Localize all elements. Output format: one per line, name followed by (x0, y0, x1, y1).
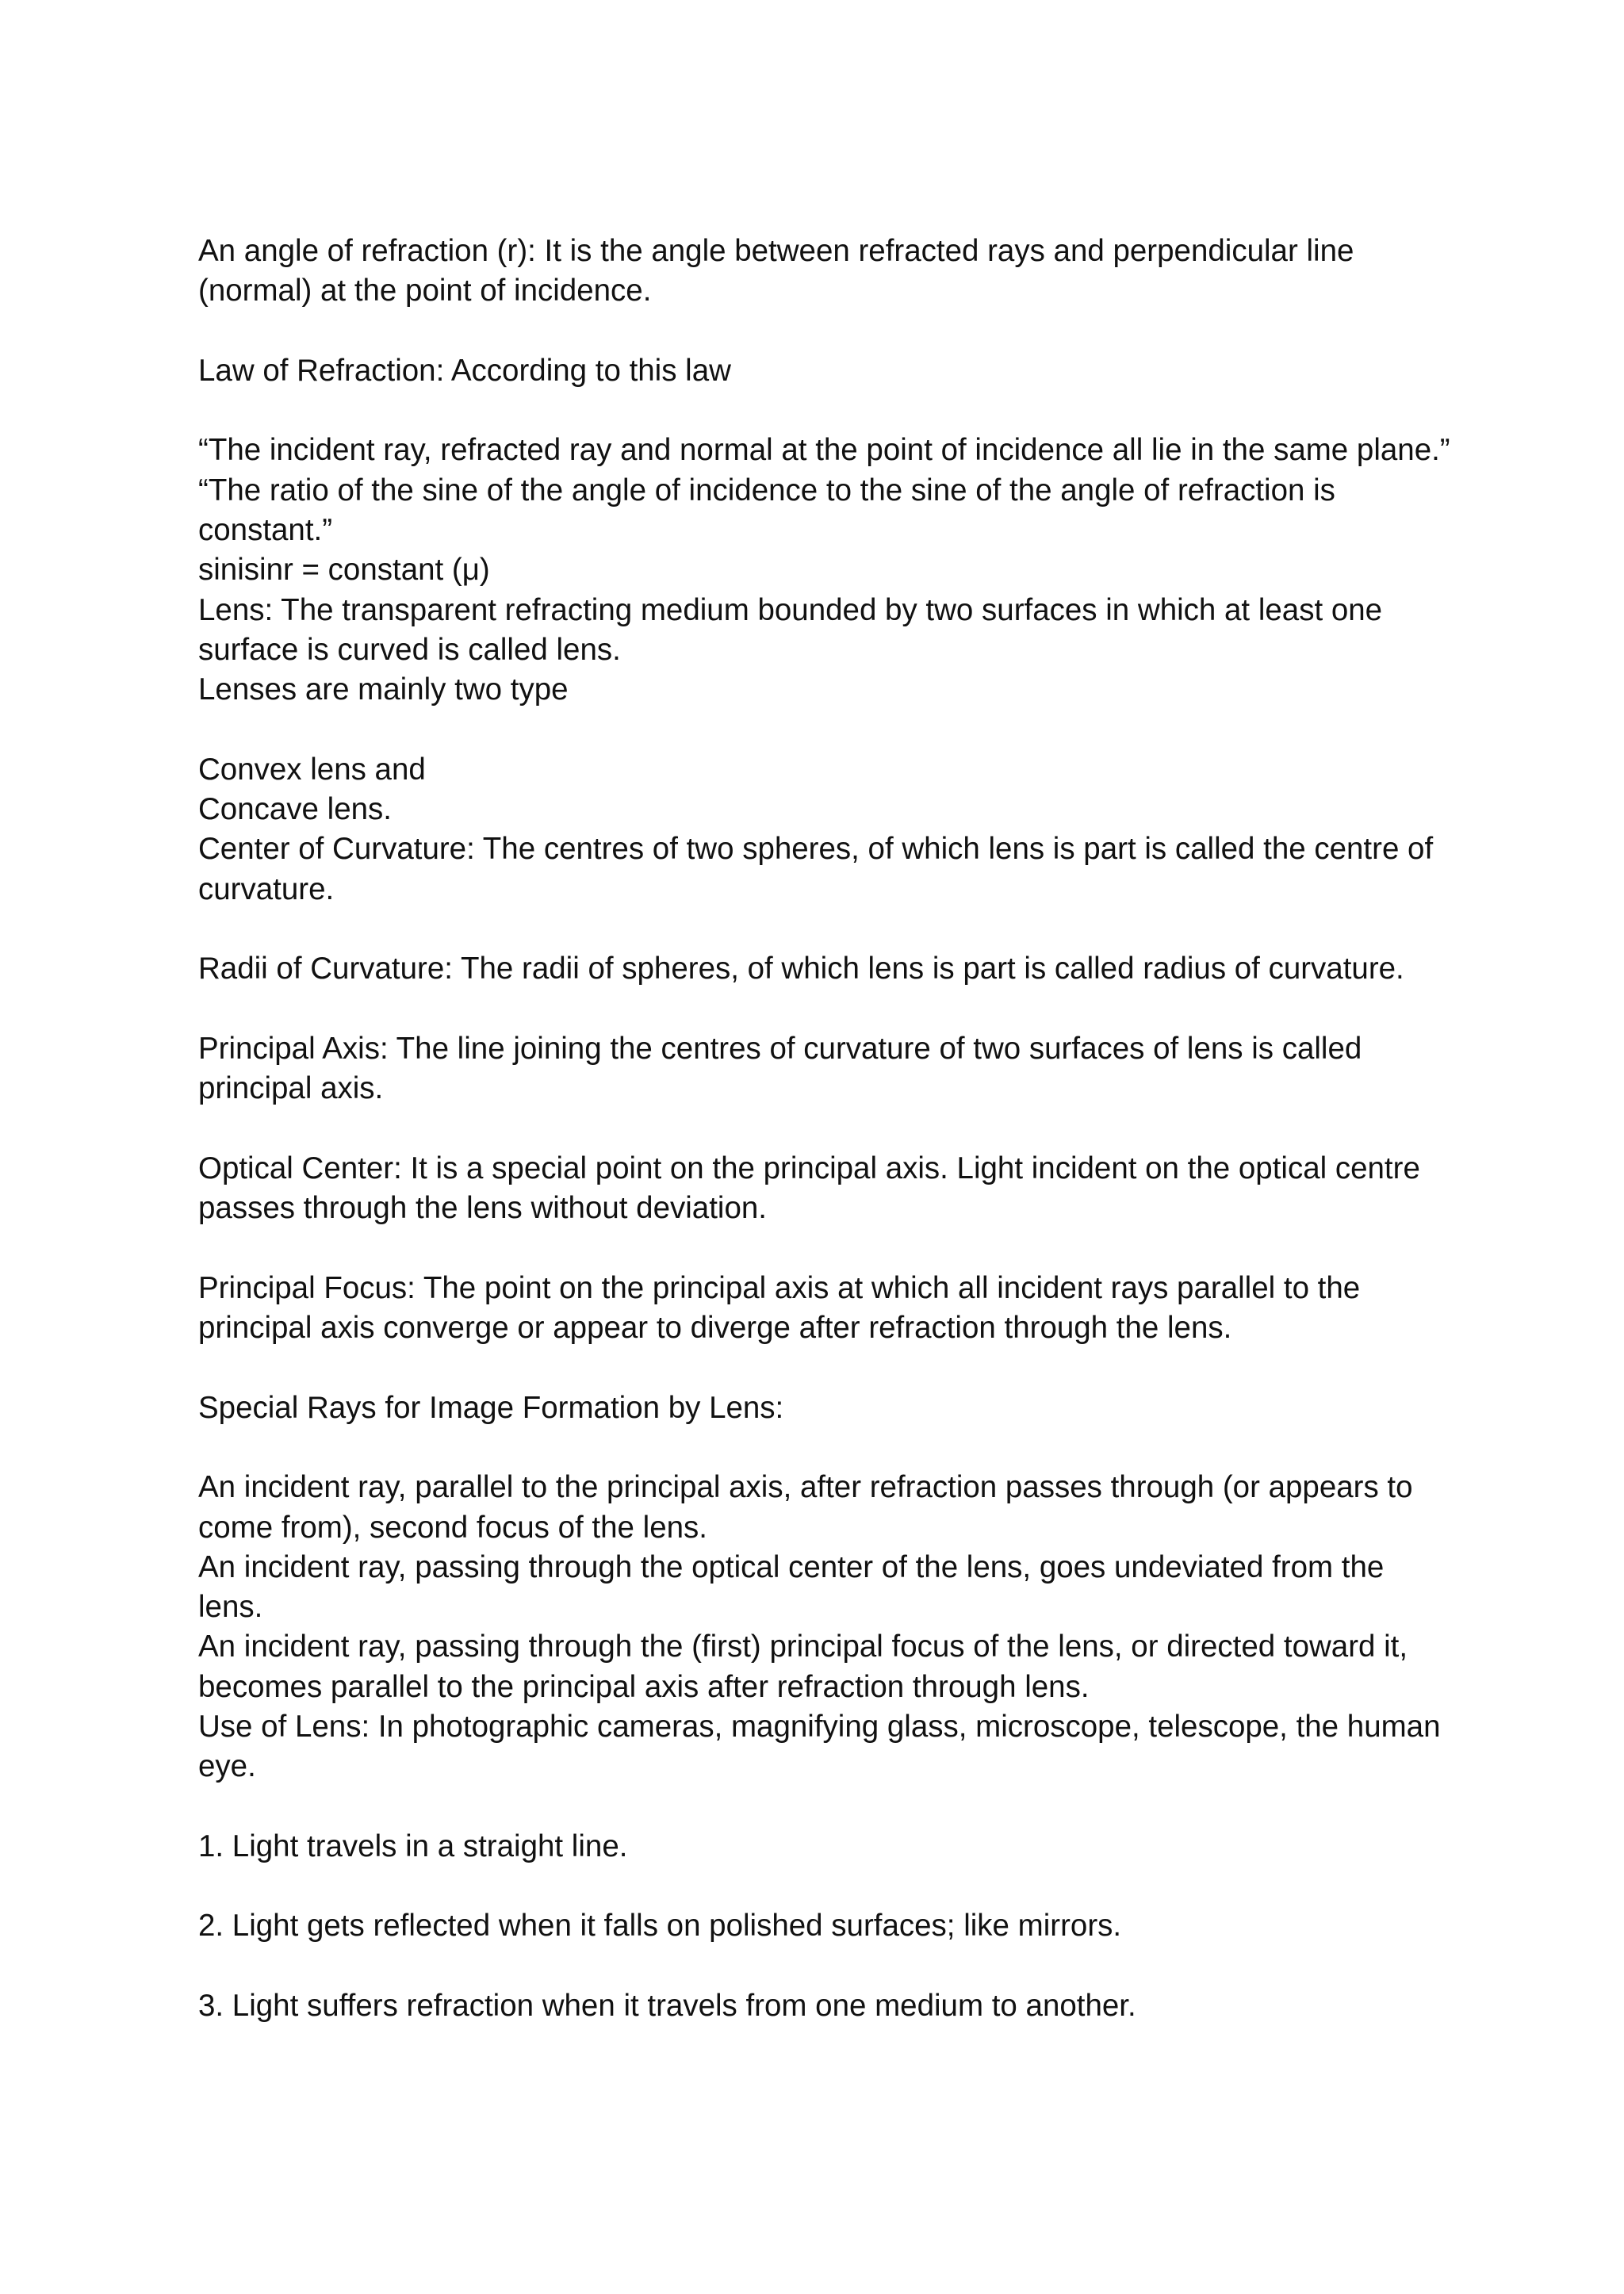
text-line: Special Rays for Image Formation by Lens: (198, 1390, 784, 1425)
blank-line (198, 312, 1451, 351)
text-line: An incident ray, parallel to the principal axis, after refraction passes through (or appears to (198, 1470, 1413, 1505)
text-line: curvature. (198, 871, 335, 906)
text-line: “The ratio of the sine of the angle of incidence to the sine of the angle of refraction is (198, 473, 1335, 507)
text-line: Lenses are mainly two type (198, 672, 569, 707)
blank-line (198, 1348, 1451, 1388)
text-line: 1. Light travels in a straight line. (198, 1829, 628, 1863)
text-line: Optical Center: It is a special point on the principal axis. Light incident on the optical centre (198, 1151, 1420, 1185)
text-line: Law of Refraction: According to this law (198, 353, 731, 388)
text-line: principal axis. (198, 1071, 384, 1106)
text-line: “The incident ray, refracted ray and normal at the point of incidence all lie in the same plane.” (198, 433, 1450, 468)
text-line: Convex lens and (198, 752, 426, 787)
text-line: Radii of Curvature: The radii of spheres, of which lens is part is called radius of curvature. (198, 952, 1404, 986)
text-line: eye. (198, 1749, 256, 1784)
text-line: constant.” (198, 513, 333, 548)
blank-line (198, 990, 1451, 1029)
blank-line (198, 1228, 1451, 1268)
text-line: passes through the lens without deviation. (198, 1191, 767, 1226)
blank-line (198, 1947, 1451, 1986)
text-line: An incident ray, passing through the optical center of the lens, goes undeviated from the (198, 1549, 1385, 1584)
text-line: surface is curved is called lens. (198, 632, 621, 667)
text-line: principal axis converge or appear to diverge after refraction through the lens. (198, 1311, 1232, 1346)
blank-line (198, 391, 1451, 431)
text-line: lens. (198, 1590, 263, 1625)
blank-line (198, 1867, 1451, 1906)
text-line: An angle of refraction (r): It is the angle between refracted rays and perpendicular line (198, 234, 1354, 268)
text-line: becomes parallel to the principal axis after refraction through lens. (198, 1669, 1090, 1704)
text-line: Lens: The transparent refracting medium bounded by two surfaces in which at least one (198, 592, 1383, 627)
text-line: sinisinr = constant (μ) (198, 553, 490, 588)
blank-line (198, 910, 1451, 949)
text-line: Use of Lens: In photographic cameras, magnifying glass, microscope, telescope, the human (198, 1709, 1441, 1744)
text-line: 3. Light suffers refraction when it travels from one medium to another. (198, 1989, 1136, 2024)
blank-line (198, 1428, 1451, 1468)
blank-line (198, 710, 1451, 750)
text-line: An incident ray, passing through the (first) principal focus of the lens, or directed toward it, (198, 1630, 1408, 1664)
blank-line (198, 1109, 1451, 1149)
text-line: Principal Axis: The line joining the centres of curvature of two surfaces of lens is called (198, 1031, 1362, 1066)
document-body (198, 232, 1451, 2026)
text-line: Center of Curvature: The centres of two spheres, of which lens is part is called the centre of (198, 832, 1434, 867)
text-line: come from), second focus of the lens. (198, 1510, 707, 1545)
text-line: Principal Focus: The point on the principal axis at which all incident rays parallel to the (198, 1270, 1361, 1305)
text-line: Concave lens. (198, 792, 392, 827)
blank-line (198, 1787, 1451, 1827)
text-line: (normal) at the point of incidence. (198, 274, 652, 308)
text-line: 2. Light gets reflected when it falls on polished surfaces; like mirrors. (198, 1909, 1122, 1944)
